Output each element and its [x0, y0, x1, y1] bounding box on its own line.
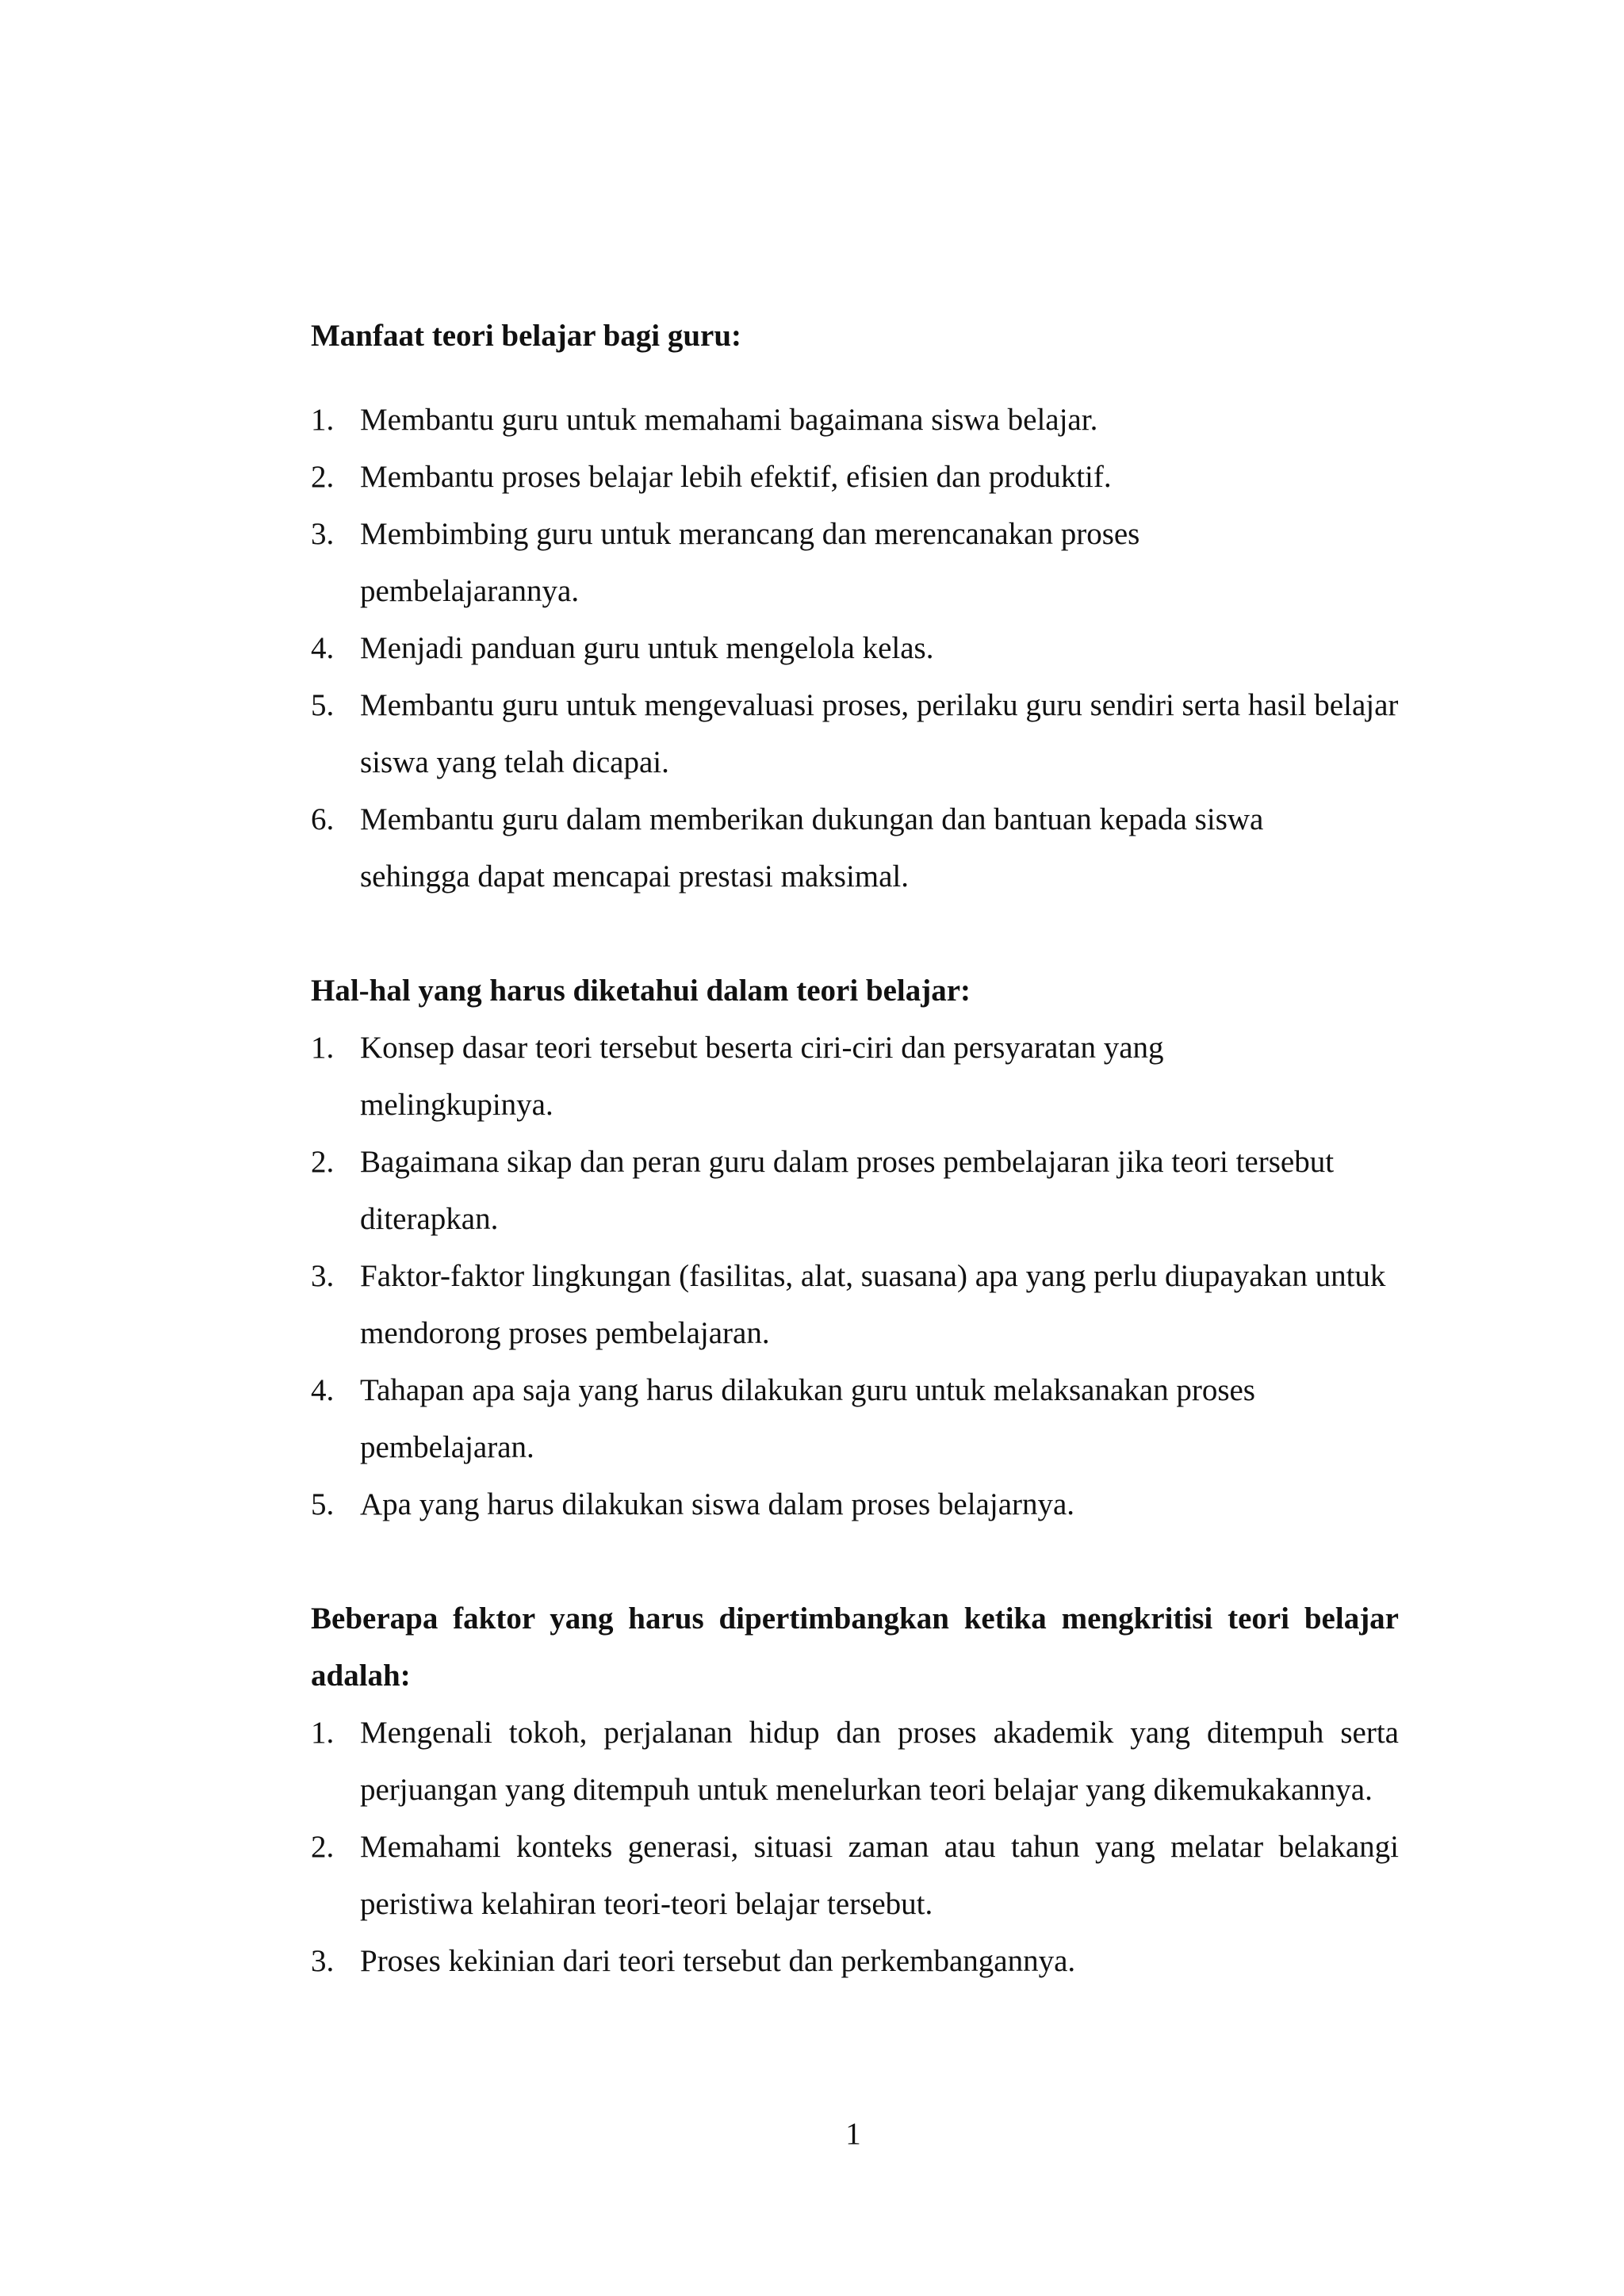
- list-item: [311, 1476, 1399, 1533]
- list-item-number: 1.: [311, 1031, 335, 1065]
- list-item: [311, 1819, 1399, 1933]
- list-manfaat: [311, 392, 1399, 905]
- list-item-text: Membantu guru untuk mengevaluasi proses, perilaku guru sendiri serta hasil belajar siswa yang telah dicapai.: [360, 688, 1399, 779]
- list-faktor: [311, 1705, 1399, 1990]
- list-item-number: 2.: [311, 1830, 335, 1864]
- list-item: [311, 392, 1399, 449]
- list-item-number: 3.: [311, 1259, 335, 1293]
- list-item-text: Bagaimana sikap dan peran guru dalam proses pembelajaran jika teori tersebut diterapkan.: [360, 1145, 1335, 1236]
- list-item: [311, 620, 1399, 677]
- list-item-text: Membimbing guru untuk merancang dan merencanakan proses pembelajarannya.: [360, 517, 1140, 608]
- list-item: [311, 506, 1399, 620]
- list-item-text: Apa yang harus dilakukan siswa dalam proses belajarnya.: [360, 1487, 1075, 1521]
- list-item: [311, 1134, 1399, 1248]
- list-item-text: Konsep dasar teori tersebut beserta ciri-ciri dan persyaratan yang melingkupinya.: [360, 1031, 1164, 1122]
- section-heading-manfaat: Manfaat teori belajar bagi guru:: [311, 319, 742, 353]
- list-item-number: 3.: [311, 1944, 335, 1978]
- section-heading-faktor: Beberapa faktor yang harus dipertimbangkan ketika mengkritisi teori belajar adalah:: [311, 1601, 1399, 1693]
- list-item: [311, 1362, 1399, 1476]
- page-content: [311, 308, 1399, 1990]
- list-item: [311, 1933, 1399, 1990]
- list-item: [311, 791, 1399, 905]
- spacer: [311, 365, 1399, 392]
- list-item-text: Membantu guru dalam memberikan dukungan dan bantuan kepada siswa sehingga dapat mencapai prestasi maksimal.: [360, 802, 1264, 894]
- list-item: [311, 1705, 1399, 1819]
- list-item-text: Tahapan apa saja yang harus dilakukan guru untuk melaksanakan proses pembelajaran.: [360, 1373, 1255, 1464]
- list-item-number: 1.: [311, 1716, 335, 1750]
- page-number: 1: [845, 2117, 861, 2151]
- list-item-number: 2.: [311, 460, 335, 494]
- list-item-text: Faktor-faktor lingkungan (fasilitas, alat, suasana) apa yang perlu diupayakan untuk mendorong proses pembelajaran.: [360, 1259, 1386, 1350]
- list-item: [311, 1248, 1399, 1362]
- section-heading-hal-hal: Hal-hal yang harus diketahui dalam teori belajar:: [311, 974, 971, 1008]
- list-item-number: 4.: [311, 631, 335, 665]
- spacer: [311, 1533, 1399, 1590]
- list-item-number: 3.: [311, 517, 335, 551]
- list-item-number: 6.: [311, 802, 335, 836]
- list-item: [311, 1020, 1399, 1134]
- list-item-text: Membantu proses belajar lebih efektif, efisien dan produktif.: [360, 460, 1112, 494]
- list-item-number: 4.: [311, 1373, 335, 1407]
- list-item-text: Membantu guru untuk memahami bagaimana siswa belajar.: [360, 403, 1098, 437]
- list-item-text: Menjadi panduan guru untuk mengelola kelas.: [360, 631, 934, 665]
- list-item-text: Proses kekinian dari teori tersebut dan perkembangannya.: [360, 1944, 1076, 1978]
- list-hal-hal: [311, 1020, 1399, 1533]
- list-item-number: 5.: [311, 1487, 335, 1521]
- list-item: [311, 449, 1399, 506]
- list-item: [311, 677, 1399, 791]
- list-item-number: 1.: [311, 403, 335, 437]
- list-item-number: 5.: [311, 688, 335, 722]
- list-item-text: Mengenali tokoh, perjalanan hidup dan proses akademik yang ditempuh serta perjuangan yang ditempuh untuk menelurkan teori belajar yang dikemukakannya.: [360, 1716, 1399, 1807]
- list-item-number: 2.: [311, 1145, 335, 1179]
- list-item-text: Memahami konteks generasi, situasi zaman atau tahun yang melatar belakangi peristiwa kelahiran teori-teori belajar tersebut.: [360, 1830, 1399, 1921]
- spacer: [311, 905, 1399, 962]
